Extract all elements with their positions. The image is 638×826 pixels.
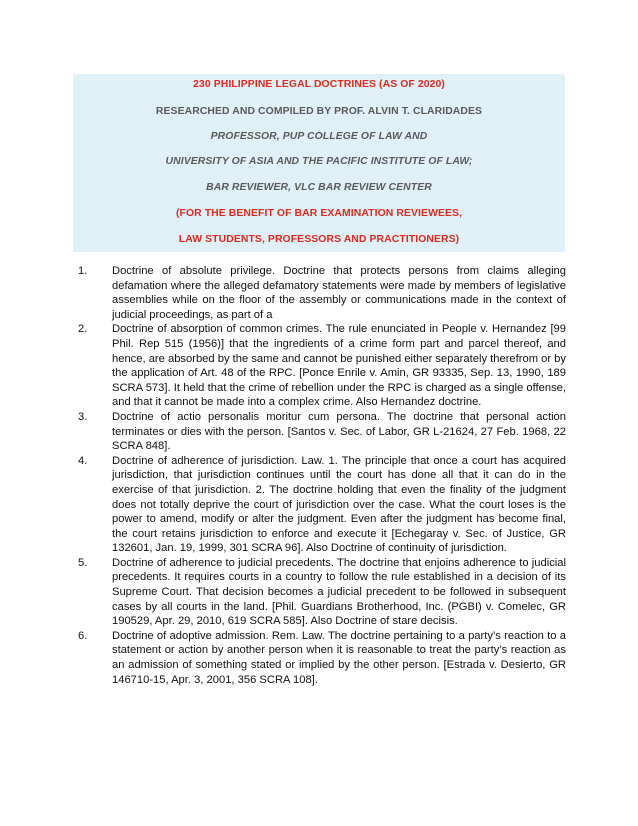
doctrine-number: 6. [78, 629, 88, 642]
doctrine-number: 4. [78, 454, 88, 467]
affiliation-line: UNIVERSITY OF ASIA AND THE PACIFIC INSTITUTE OF LAW; [165, 156, 473, 167]
doctrine-number: 1. [78, 265, 88, 277]
audience-line: (FOR THE BENEFIT OF BAR EXAMINATION REVIEWEES, [175, 208, 463, 219]
document-header [73, 74, 565, 252]
doctrine-item [78, 264, 566, 322]
doctrine-text: Doctrine of adherence of jurisdiction. Law. 1. The principle that once a court has acquired jurisdiction, that jurisdiction continues until the court has done all that it can do in the exercise of that jurisdiction. 2. The doctrine holding that even the finality of the judgment does not totally deprive the court of jurisdiction over the case. What the court loses is the power to amend, modify or alter the judgment. Even after the judgment has become final, the court retains jurisdiction to enforce and execute it [Echegaray v. Sec. of Justice, GR 132601, Jan. 19, 1999, 301 SCRA 96]. Also Doctrine of continuity of jurisdiction. [112, 454, 566, 555]
doctrine-text: Doctrine of adherence to judicial precedents. The doctrine that enjoins adherence to judicial precedents. It requires courts in a country to follow the rule established in a decision of its Supreme Court. That decision becomes a judicial precedent to be followed in subsequent cases by all courts in the land. [Phil. Guardians Brotherhood, Inc. (PGBI) v. Comelec, GR 190529, Apr. 29, 2010, 619 SCRA 585]. Also Doctrine of stare decisis. [112, 556, 566, 628]
doctrine-number: 3. [78, 410, 88, 423]
doctrine-item [78, 410, 566, 454]
doctrine-item [78, 629, 566, 687]
doctrine-text: Doctrine of actio personalis moritur cum persona. The doctrine that personal action terminates or dies with the person. [Santos v. Sec. of Labor, GR L-21624, 27 Feb. 1968, 22 SCRA 848]. [112, 410, 566, 453]
doctrine-text: Doctrine of absolute privilege. Doctrine that protects persons from claims alleging defamation where the alleged defamatory statements were made by members of legislative assemblies while on the floor of the assembly or communications made in the context of judicial proceedings, as part of a [112, 265, 566, 321]
author-line: RESEARCHED AND COMPILED BY PROF. ALVIN T. CLARIDADES [155, 106, 483, 117]
doctrine-list [78, 264, 566, 687]
doctrine-number: 5. [78, 556, 88, 569]
doctrine-item [78, 322, 566, 410]
audience-line: LAW STUDENTS, PROFESSORS AND PRACTITIONERS) [178, 234, 460, 245]
doctrine-item [78, 556, 566, 629]
doctrine-number: 2. [78, 323, 88, 336]
doctrine-text: Doctrine of absorption of common crimes. The rule enunciated in People v. Hernandez [99 Phil. Rep 515 (1956)] that the ingredients of a crime form part and parcel thereof, and hence, are absorbed by the same and cannot be punished either separately therefrom or by the application of Art. 48 of the RPC. [Ponce Enrile v. Amin, GR 93335, Sep. 13, 1990, 189 SCRA 573]. It held that the crime of rebellion under the RPC is charged as a single offense, and that it cannot be made into a complex crime. Also Hernandez doctrine. [112, 323, 567, 409]
doctrine-item [78, 454, 566, 556]
document-title: 230 PHILIPPINE LEGAL DOCTRINES (AS OF 2020) [193, 79, 445, 90]
doctrine-text: Doctrine of adoptive admission. Rem. Law. The doctrine pertaining to a party’s reaction to a statement or action by another person when it is reasonable to treat the party’s reaction as an admission of something stated or implied by the other person. [Estrada v. Desierto, GR 146710-15, Apr. 3, 2001, 356 SCRA 108]. [112, 629, 566, 686]
affiliation-line: PROFESSOR, PUP COLLEGE OF LAW AND [210, 131, 428, 142]
affiliation-line: BAR REVIEWER, VLC BAR REVIEW CENTER [206, 182, 432, 193]
